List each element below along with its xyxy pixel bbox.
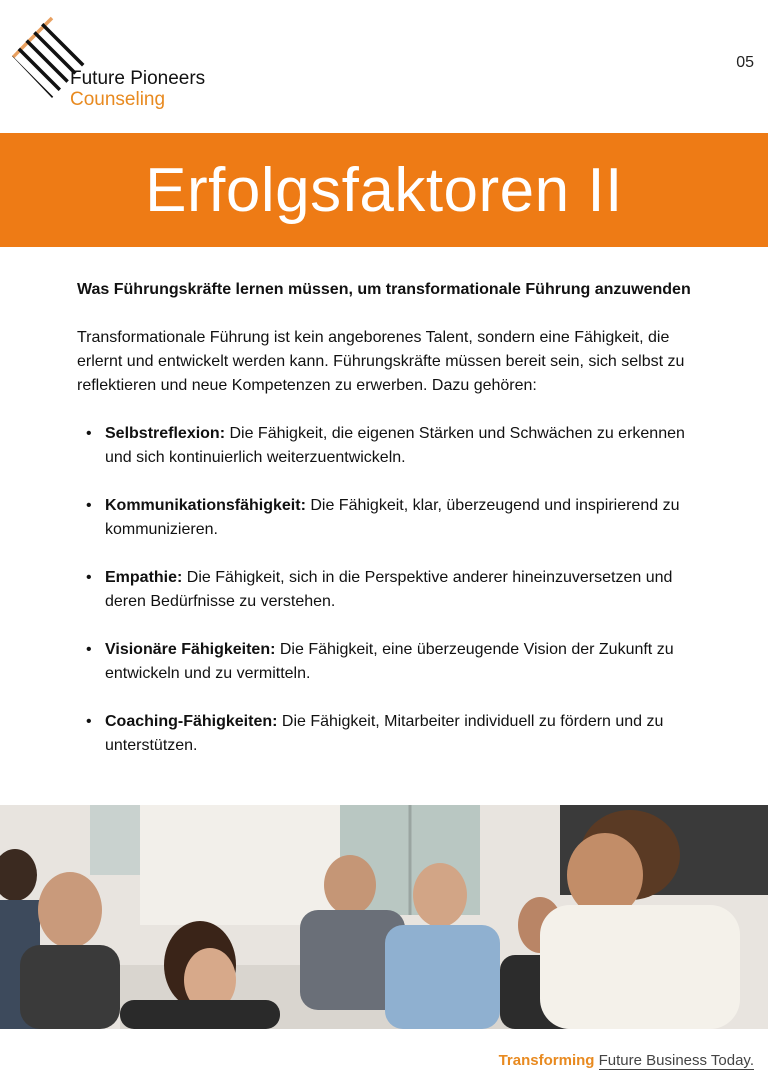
factor-term: Kommunikationsfähigkeit: <box>105 497 306 514</box>
factor-term: Empathie: <box>105 569 183 586</box>
factor-description: Die Fähigkeit, Mitarbeiter individuell zu fördern und zu unterstützen. <box>105 713 664 754</box>
intro-paragraph: Transformationale Führung ist kein angeborenes Talent, sondern eine Fähigkeit, die erlernt und entwickelt werden kann. Führungskräfte müssen bereit sein, sich selbst zu reflektieren und neue Kompetenzen zu erwerben. Dazu gehören: <box>77 329 685 394</box>
page-title: Erfolgsfaktoren II <box>145 155 623 225</box>
company-logo <box>12 14 212 110</box>
logo-name-line2: Counseling <box>70 89 166 110</box>
tagline-part1: Transforming <box>498 1052 595 1069</box>
success-factor-list <box>77 422 697 758</box>
factor-term: Selbstreflexion: <box>105 425 226 442</box>
section-subtitle: Was Führungskräfte lernen müssen, um transformationale Führung anzuwenden <box>77 281 691 298</box>
factor-term: Coaching-Fähigkeiten: <box>105 713 278 730</box>
page-number: 05 <box>736 54 754 71</box>
list-item <box>77 422 697 470</box>
factor-description: Die Fähigkeit, eine überzeugende Vision der Zukunft zu entwickeln und zu vermitteln. <box>105 641 674 682</box>
team-meeting-photo <box>0 805 768 1029</box>
factor-description: Die Fähigkeit, klar, überzeugend und inspirierend zu kommunizieren. <box>105 497 680 538</box>
tagline-part2: Future Business Today. <box>598 1052 754 1069</box>
title-banner <box>0 133 768 247</box>
factor-description: Die Fähigkeit, die eigenen Stärken und Schwächen zu erkennen und sich kontinuierlich weiterzuentwickeln. <box>105 425 685 466</box>
logo-name-line1: Future Pioneers <box>70 68 206 89</box>
footer-tagline <box>499 1052 754 1069</box>
bullet-icon: • <box>86 713 92 730</box>
list-item <box>77 494 697 542</box>
bullet-icon: • <box>86 497 92 514</box>
list-item <box>77 638 697 686</box>
factor-description: Die Fähigkeit, sich in die Perspektive anderer hineinzuversetzen und deren Bedürfnisse zu verstehen. <box>105 569 673 610</box>
list-item <box>77 710 697 758</box>
list-item <box>77 566 697 614</box>
bullet-icon: • <box>86 425 92 442</box>
main-content <box>77 278 697 782</box>
bullet-icon: • <box>86 569 92 586</box>
bullet-icon: • <box>86 641 92 658</box>
factor-term: Visionäre Fähigkeiten: <box>105 641 276 658</box>
